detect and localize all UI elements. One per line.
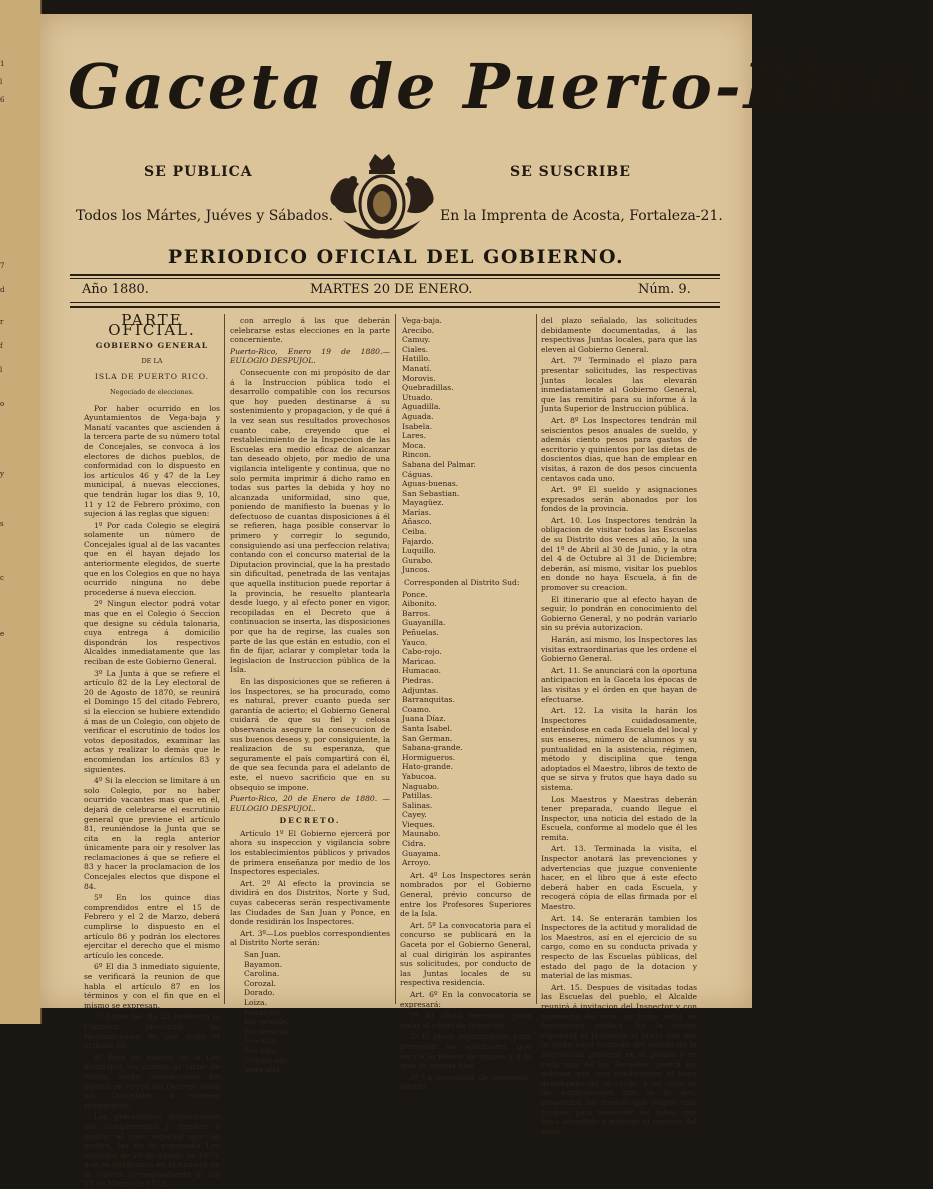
subscription-heading: SE SUSCRIBE bbox=[510, 164, 631, 180]
paragraph: 3º La necesidad de presentar, dentro bbox=[400, 1072, 531, 1092]
list-item: Cáguas. bbox=[402, 469, 433, 479]
rule-dateline-thin bbox=[70, 302, 720, 303]
list-item: Vieques. bbox=[402, 819, 435, 829]
list-item: Yabucoa. bbox=[402, 771, 437, 781]
list-item: San Sebastian. bbox=[402, 488, 460, 498]
paragraph: En las disposiciones que se refieren á los Inspectores, se ha procurado, como es natural, prever cuanto pueda ser garantía de acierto; el Gobierno General cuidará de que su fiel y celosa observancia asegure la consecucion de sus buenos deseos y, por consiguiente, la realizacion de su esperanza, que seguramente el país compartirá con él, de que sea fecunda para el adelanto de este, el nuevo sacrificio que en su obsequio se impone. bbox=[230, 676, 390, 792]
list-item: Juncos. bbox=[402, 565, 430, 575]
left-margin-char: 6 bbox=[0, 96, 5, 104]
government-heading: GOBIERNO GENERAL bbox=[95, 341, 209, 351]
list-item: Rio-grande. bbox=[244, 1017, 289, 1027]
department-heading: Negociado de elecciones. bbox=[110, 387, 194, 396]
list-item: Santa Isabel. bbox=[402, 723, 453, 733]
list-item: Aguadilla. bbox=[402, 402, 441, 412]
list-item: Guayama. bbox=[402, 848, 441, 858]
list-item: Lares. bbox=[402, 431, 427, 441]
list-item: Arecibo. bbox=[402, 325, 435, 335]
list-item: Manatí. bbox=[402, 363, 432, 373]
list-item: Aibonito. bbox=[402, 599, 437, 609]
list-item: Peñuelas. bbox=[402, 628, 439, 637]
list-item: Juana Díaz. bbox=[402, 714, 446, 724]
signature: Puerto-Rico, 20 de Enero de 1880. — EULOGIO DESPUJOL. bbox=[230, 794, 390, 813]
list-item: Dorado. bbox=[244, 988, 275, 998]
rule-top bbox=[70, 274, 720, 276]
paragraph: Harán, así mismo, los Inspectores las visitas extraordinarias que les ordene el Gobierno General. bbox=[541, 635, 697, 664]
list-item: Guayanilla. bbox=[402, 618, 446, 628]
left-margin-char: 1 bbox=[0, 60, 5, 68]
paragraph: Art. 8º Los Inspectores tendrán mil seiscientos pesos anuales de sueldo, y además ciento pesos para gastos de escritorio y quinientos por las dietas de doscientos dias, que han de emplear en visitas, á razon de dos pesos cincuenta centavos cada uno. bbox=[541, 415, 697, 483]
north-district-list-continued bbox=[400, 316, 531, 575]
list-item: Toa-alta. bbox=[244, 1036, 278, 1046]
left-margin-char: 7 bbox=[0, 262, 5, 270]
paragraph: Art. 2º Al efecto la provincia se dividirá en dos Distritos, Norte y Sud, cuyas cabeceras serán respectivamente las Ciudades de San Juan y Ponce, en donde residirán los Inspectores. bbox=[230, 878, 390, 927]
column-2 bbox=[230, 316, 390, 1075]
left-margin-char: e bbox=[0, 630, 5, 638]
decree-heading: DECRETO. bbox=[279, 816, 341, 826]
list-item: Coamo. bbox=[402, 704, 431, 714]
paragraph: Art. 4º Los Inspectores serán nombrados por el Gobierno General, prévio concurso de entre los Profesores Superiores de la Isla. bbox=[400, 870, 531, 919]
list-item: Trujillo-alto. bbox=[244, 1055, 292, 1065]
rule-top-thin bbox=[70, 278, 720, 279]
list-item: Vega-alta. bbox=[244, 1065, 283, 1075]
section-heading: PARTE OFICIAL. bbox=[108, 311, 196, 339]
rule-dateline bbox=[70, 306, 720, 308]
list-item: Corozal. bbox=[244, 978, 276, 988]
list-item: Piedras. bbox=[402, 675, 434, 685]
publication-heading: SE PUBLICA bbox=[144, 164, 253, 180]
paragraph: con arreglo á las que deberán celebrarse estas elecciones en la parte concerniente. bbox=[230, 316, 390, 345]
paragraph: Art. 10. Los Inspectores tendrán la obligacion de visitar todas las Escuelas de su Distrito dos veces al año, la una del 1º de Abril al 30 de Junio, y la otra del 4 de Octubre al 31 de Diciembre; deberán, así mismo, visitar los pueblos en donde no haya Escuela, á fin de promover su creacion. bbox=[541, 515, 697, 593]
newspaper-page bbox=[40, 14, 933, 1189]
paragraph: Art. 13. Terminada la visita, el Inspector anotará las prevenciones y advertencias que juzgue conveniente hacer, en el libro que á este efecto deberá haber en cada Escuela, y recogerá cópia de ellas firmada por el Maestro. bbox=[541, 844, 697, 912]
list-item: Hatillo. bbox=[402, 354, 431, 364]
list-item: Gurabo. bbox=[402, 555, 433, 565]
list-item: Fajardo. bbox=[402, 536, 434, 546]
column-1 bbox=[84, 311, 220, 1189]
list-item: Hormigueros. bbox=[402, 752, 456, 762]
list-item: Isabela. bbox=[402, 421, 433, 431]
subtitle: PERIODICO OFICIAL DEL GOBIERNO. bbox=[167, 246, 625, 268]
south-district-heading: Corresponden al Distrito Sud: bbox=[404, 578, 520, 588]
signature: Puerto-Rico, Enero 19 de 1880.— EULOGIO DESPUJOL. bbox=[230, 346, 390, 366]
left-margin-char: c bbox=[0, 574, 4, 582]
left-margin-char: f bbox=[0, 342, 3, 350]
paragraph: 3º La Junta á que se refiere el artículo 82 de la Ley electoral de 20 de Agosto de 1870, se reunirá el Domingo 15 del citado Febrero, si la eleccion se hubiere extendido á mas de un Colegio, con objeto de verificar el escrutinio de todos los votos depositados, examinar las actas y realizar lo demás que le encomiendan los artículos 83 y siguientes. bbox=[84, 668, 220, 774]
left-margin-char: l bbox=[0, 366, 3, 374]
north-district-list bbox=[230, 950, 390, 1075]
column-4 bbox=[541, 316, 697, 1136]
list-item: Utuado. bbox=[402, 392, 433, 402]
paragraph: Art. 12. La visita la harán los Inspectores cuidadosamente, enterándose en cada Escuela del local y sus enseres, número de alumnos y su puntualidad en la asistencia, régimen, método y disciplina que tenga adoptados el Maestro, libros de texto de que se sirva y frutos que haya dado su sistema. bbox=[541, 706, 697, 792]
paragraph: 2º Ningun elector podrá votar mas que en el Colegio ó Seccion que designe su cédula talonaria, cuya entrega á domicilio dispondrán los respectivos Alcaldes inmediatamente que las reciban de este Gobierno General. bbox=[84, 599, 220, 666]
paragraph: del plazo señalado, las solicitudes debidamente documentadas, á las respectivas Juntas locales, para que las eleven al Gobierno General. bbox=[541, 316, 697, 354]
list-item: Toa-baja. bbox=[244, 1045, 279, 1055]
list-item: Barranquitas. bbox=[402, 695, 455, 705]
island-heading: ISLA DE PUERTO RICO. bbox=[94, 372, 210, 382]
column-3 bbox=[400, 316, 531, 1092]
issue-year: Año 1880. bbox=[82, 282, 149, 297]
paragraph: 5º En los quince dias comprendidos entre el 15 de Febrero y el 2 de Marzo, deberá cumplirse lo dispuesto en el artículo 86 y podrán los electores ejercitar el derecho que el mismo artículo les concede. bbox=[84, 893, 220, 960]
column-divider bbox=[224, 314, 225, 1004]
subscription-address: En la Imprenta de Acosta, Fortaleza-21. bbox=[440, 208, 723, 224]
list-item: Loiza. bbox=[244, 997, 267, 1007]
list-item: Marías. bbox=[402, 507, 432, 517]
list-item: San German. bbox=[402, 733, 453, 743]
list-item: Ceiba. bbox=[402, 527, 427, 537]
list-item: Cabo-rojo. bbox=[402, 647, 442, 657]
list-item: Aguada. bbox=[402, 411, 434, 421]
list-item: Maunabo. bbox=[402, 829, 441, 839]
masthead-title: Gaceta de Puerto-Rico. bbox=[68, 50, 933, 123]
list-item: Camuy. bbox=[402, 335, 431, 345]
list-item: Ponce. bbox=[402, 589, 428, 599]
paragraph: Las precedentes disposiciones son complemento y tienden á aplicar al caso especial que las motiva, las de la expresada Ley electoral de 20 de Agosto de 1870, que se publicaron en el número de la Gaceta correspondiente al dia 15 de Marzo de 1879, bbox=[84, 1112, 220, 1189]
list-item: Luquillo. bbox=[402, 546, 436, 556]
paragraph: Art. 6º En la convocatoria se expresará: bbox=[400, 989, 531, 1009]
list-item: Morovis. bbox=[402, 373, 436, 383]
paragraph: Art. 3º—Los pueblos correspondientes al Distrito Norte serán: bbox=[230, 928, 390, 948]
paragraph: Por haber ocurrido en los Ayuntamientos de Vega-baja y Manatí vacantes que ascienden á la tercera parte de su número total de Concejales, se convoca á los electores de dichos pueblos, de conformidad con lo dispuesto en los artículos 46 y 47 de la Ley municipal, á nuevas elecciones, que tendrán lugar los dias 9, 10, 11 y 12 de Febrero próximo, con sujecion á las reglas que siguen: bbox=[84, 403, 220, 519]
list-item: Naranjito. bbox=[244, 1007, 283, 1017]
paragraph: 4º Si la eleccion se limitare á un solo Colegio, por no haber ocurrido vacantes mas que en él, dejará de celebrarse el escrutinio general que previene el artículo 81, reuniéndose la Junta que se cita en la regla anterior únicamente para oir y resolver las reclamaciones á que se refiere el 83 y hacer la proclamacion de los Concejales electos que dispone el 84. bbox=[84, 776, 220, 891]
left-margin-char: d bbox=[0, 286, 5, 294]
list-item: Moca. bbox=[402, 440, 426, 450]
paragraph: Art. 11. Se anunciará con la oportuna anticipacion en la Gaceta los épocas de las visitas y el órden en que hayan de efectuarse. bbox=[541, 665, 697, 704]
list-item: Añasco. bbox=[402, 517, 432, 527]
paragraph: 1º Por cada Colegio se elegirá solamente un número de Concejales igual al de las vacantes que en él hayan dejado los anteriormente elegidos, de suerte que en los Colegios en que no haya ocurrido ninguna no debe procederse á nueva eleccion. bbox=[84, 520, 220, 597]
list-item: Humacao. bbox=[402, 666, 441, 676]
list-item: Barros. bbox=[402, 608, 431, 618]
column-divider bbox=[536, 314, 537, 1004]
paragraph: Art. 14. Se enterarán tambien los Inspectores de la actitud y moralidad de los Maestros, así en el ejercicio de su cargo, como en su conducta privada y respecto de las Escuelas públicas, del estado del pago de la dotacion y material de las mismas. bbox=[541, 913, 697, 981]
list-item: Rincon. bbox=[402, 450, 432, 460]
left-margin-char: l bbox=[0, 78, 3, 86]
paragraph: Art. 5º La convocatoria para el concurso se publicará en la Gaceta por el Gobierno General, al cual dirigirán los aspirantes sus solicitudes, por conducto de las Juntas locales de su respectiva residencia. bbox=[400, 920, 531, 988]
list-item: Maricao. bbox=[402, 656, 436, 666]
list-item: Vega-baja. bbox=[402, 316, 442, 325]
paragraph: Artículo 1º El Gobierno ejercerá por ahora su inspeccion y vigilancia sobre los establecimientos públicos y privados de primera enseñanza por medio de los Inspectores especiales. bbox=[230, 828, 390, 877]
list-item: Arroyo. bbox=[402, 858, 431, 868]
list-item: Adjuntas. bbox=[402, 685, 439, 695]
left-margin-char: y bbox=[0, 470, 4, 478]
paragraph: 1º El título necesario para optar al cargo de Inspector. bbox=[400, 1011, 531, 1030]
paragraph: Art. 7º Terminado el plazo para presentar solicitudes, las respectivas Juntas locales las elevarán inmediatamente al Gobierno General, que las remitirá para su informe á la Junta Superior de Instruccion pública. bbox=[541, 356, 697, 414]
coat-of-arms-icon bbox=[323, 150, 441, 246]
list-item: Hato-grande. bbox=[402, 762, 454, 772]
heading-connector: DE LA bbox=[141, 356, 163, 365]
list-item: Patillas. bbox=[402, 791, 433, 801]
list-item: Cidra. bbox=[402, 839, 426, 849]
list-item: Mayagüez. bbox=[402, 498, 444, 508]
paragraph: Art. 15. Despues de visitadas todas las Escuelas del pueblo, el Alcalde reunirá á invitacion del Inspector y con asistencia de éste, la Junta local de Instruccion pública. En la sesion expondrá el Inspector el juicio que por la visita haya formado del estado de la Instruccion primaria en el pueblo y en cada una de las Escuelas; pedirá las noticias que crea conducentes al buen desempeño de su cargo, y en vista de las explicaciones que se le den, propondrá los medios que juzgue mas propios para remediar las faltas que haya advertido y mejorar el servicio del ramo. bbox=[541, 982, 697, 1136]
issue-number: Núm. 9. bbox=[638, 282, 691, 297]
left-margin-char: s bbox=[0, 520, 4, 528]
column-divider bbox=[395, 314, 396, 1004]
list-item: Rio-piedras. bbox=[244, 1026, 291, 1036]
paragraph: 8º Para los efectos de la Ley municipal, en cuanto al turno de salida, serán considerados los electos en virtud del Decreto como los Concejales á quienes reemplacen. bbox=[84, 1052, 220, 1110]
list-item: Aguas-buenas. bbox=[402, 479, 459, 489]
left-margin-char: o bbox=[0, 400, 5, 408]
list-item: Ciales. bbox=[402, 344, 428, 354]
paragraph: Los Maestros y Maestras deberán tener preparada, cuando llegue el Inspector, una noticia del estado de la Escuela, conforme al modelo que él les remita. bbox=[541, 794, 697, 842]
left-margin-char: r bbox=[0, 318, 4, 326]
list-item: Salinas. bbox=[402, 800, 433, 810]
publication-days: Todos los Mártes, Juéves y Sábados. bbox=[76, 208, 333, 224]
list-item: San Juan. bbox=[244, 950, 281, 959]
list-item: Yauco. bbox=[402, 637, 427, 647]
paragraph: 7º Antes del dia 22 resolverá la Comision provincial las reclamaciones de que trata el artículo 88. bbox=[84, 1012, 220, 1051]
paragraph: 2º El plazo improrogable para presentar las solicitudes, que será á lo ménos de quince y á lo mas de treinta dias. bbox=[400, 1032, 531, 1071]
paragraph: Art. 9º El sueldo y asignaciones expresados serán abonados por los fondos de la provincia. bbox=[541, 485, 697, 514]
paragraph: El itinerario que al efecto hayan de seguir, lo pondrán en conocimiento del Gobierno General, y no podrán variarlo sin su prévia autorizacion. bbox=[541, 594, 697, 633]
list-item: Sabana del Palmar. bbox=[402, 459, 476, 469]
list-item: Carolina. bbox=[244, 969, 280, 979]
list-item: Naguabo. bbox=[402, 781, 440, 791]
list-item: Quebradillas. bbox=[402, 383, 454, 393]
issue-date: MARTES 20 DE ENERO. bbox=[310, 282, 473, 297]
list-item: Bayamon. bbox=[244, 959, 283, 969]
paragraph: Consecuente con mi propósito de dar á la Instruccion pública todo el desarrollo compatible con los recursos que hoy pueden destinarse á su sostenimiento y propagacion, y de qué á la vez sean sus resultados provechosos cuanto cabe, creyendo que el restablecimiento de la Inspeccion de las Escuelas era medio eficaz de alcanzar tan deseado objeto, por medio de una vigilancia inteligente y continua, que no solo permita imprimir á dicho ramo en todas sus partes la debida y hoy no alcanzada uniformidad, sino que, poniendo de manifiesto la buenas y lo defectuoso de cuantas disposiciones á él se refieren, haga posible conservar lo primero y corregir lo segundo, consiguiendo así una perfeccion relativa; contando con el concurso material de la Diputacion provincial, que la ha prestado sin dificultad, penetrada de las ventajas que aquella institucion puede reportar á la provincia, he resuelto plantearla desde luego, y al efecto poner en vigor, recopiladas en el Decreto que á continuacion se inserta, las disposiciones por que ha de regirse, las cuales son parte de las que están en estudio, con el fin de fijar, aclarar y completar toda la legislacion de Instruccion pública de la Isla. bbox=[230, 367, 390, 675]
adjacent-page-edge bbox=[0, 0, 42, 1024]
list-item: Cayey. bbox=[402, 810, 427, 820]
south-district-list bbox=[400, 590, 531, 868]
list-item: Sabana-grande. bbox=[402, 743, 463, 753]
paragraph: 6º El dia 3 inmediato siguiente, se verificará la reunion de que habla el artículo 87 en los términos y con el fin que en el mismo se expresan. bbox=[84, 962, 220, 1010]
